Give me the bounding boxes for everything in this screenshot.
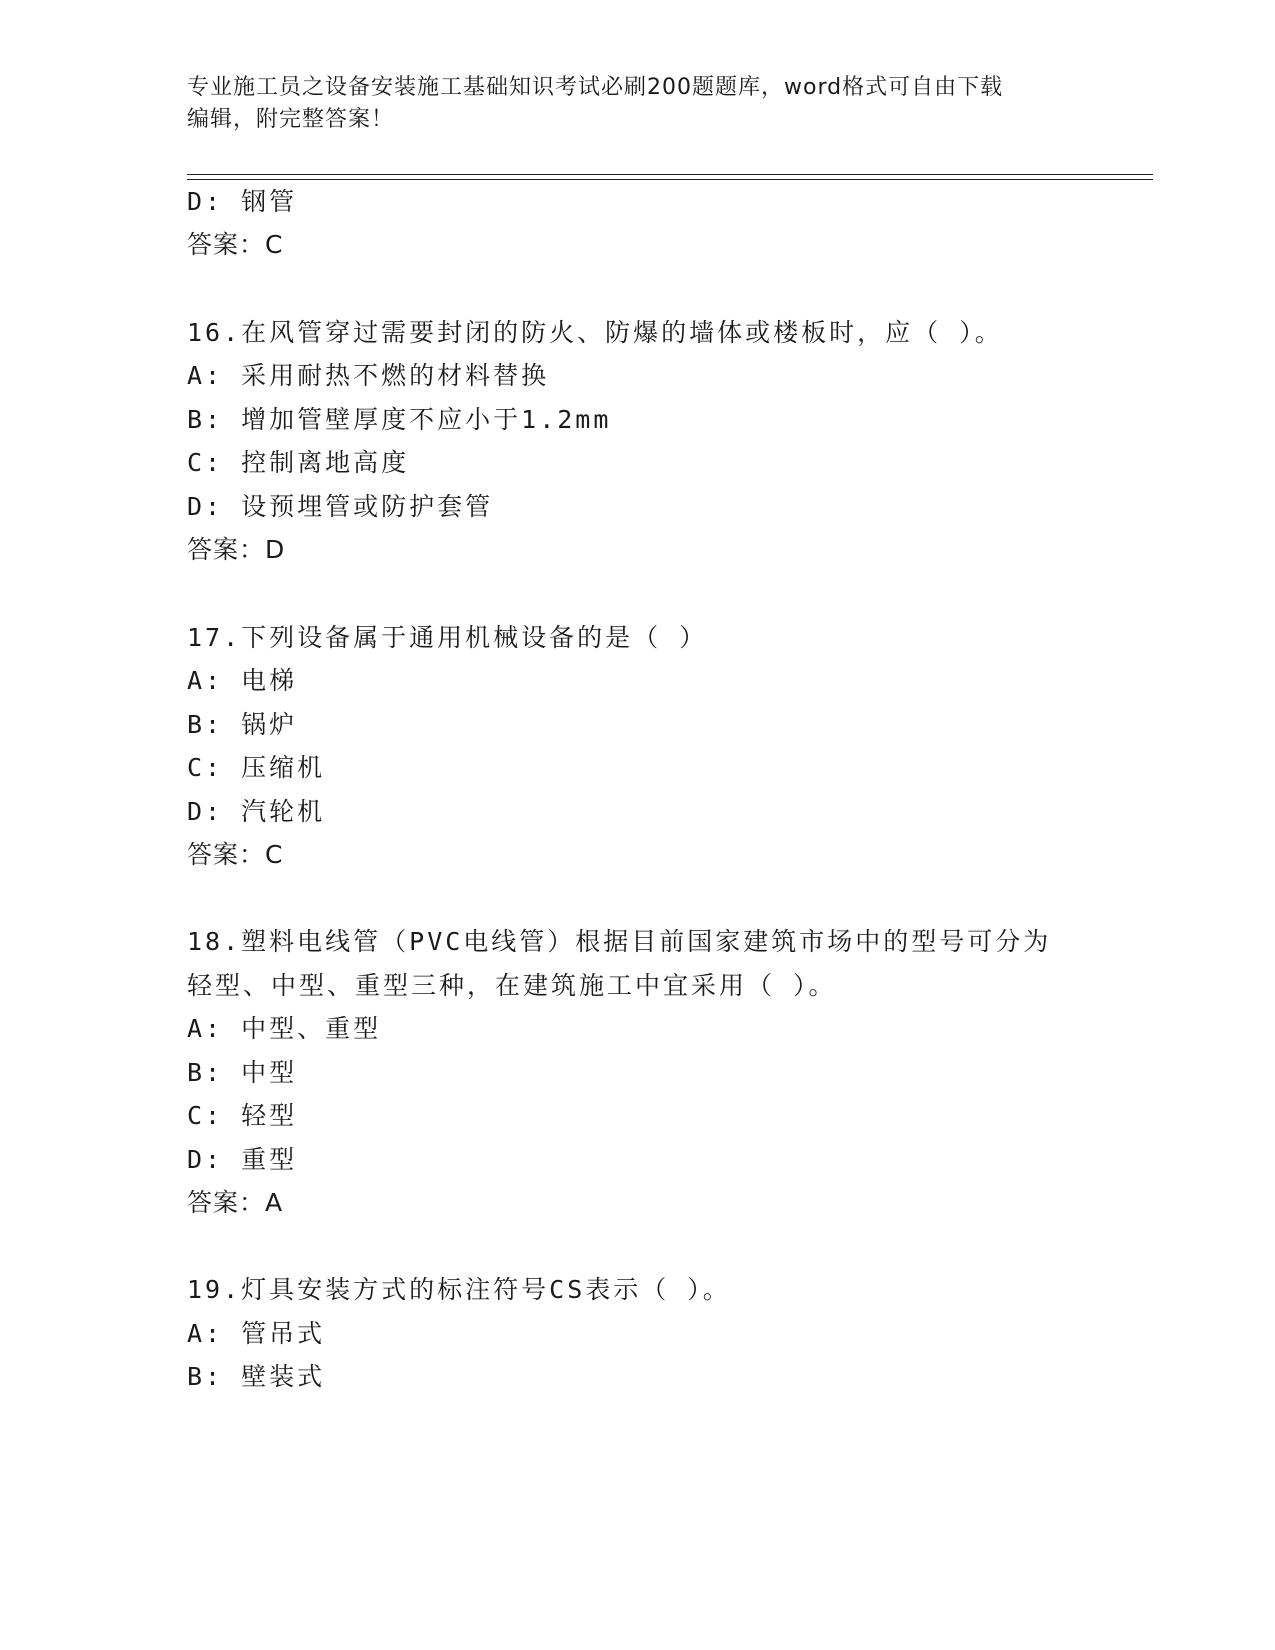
question-17-option-a: A: 电梯 — [187, 666, 298, 695]
question-19-option-a: A: 管吊式 — [187, 1319, 326, 1348]
question-17-option-b: B: 锅炉 — [187, 710, 298, 739]
question-16-option-d: D: 设预埋管或防护套管 — [187, 492, 494, 521]
question-18-option-a: A: 中型、重型 — [187, 1014, 382, 1043]
question-18-stem-line-1: 18.塑料电线管（PVC电线管）根据目前国家建筑市场中的型号可分为 — [187, 927, 1052, 956]
carryover-answer: 答案：C — [187, 230, 284, 259]
header-divider-second — [187, 179, 1153, 180]
carryover-option-d: D: 钢管 — [187, 187, 298, 216]
question-18-option-b: B: 中型 — [187, 1058, 298, 1087]
question-18-option-c: C: 轻型 — [187, 1101, 298, 1130]
question-16-stem: 16.在风管穿过需要封闭的防火、防爆的墙体或楼板时，应（ ）。 — [187, 318, 1003, 347]
page-header — [187, 72, 1067, 136]
question-16-answer: 答案：D — [187, 535, 286, 564]
question-19-option-b: B: 壁装式 — [187, 1362, 326, 1391]
header-divider — [187, 174, 1153, 175]
question-18-option-d: D: 重型 — [187, 1145, 298, 1174]
question-19-stem: 19.灯具安装方式的标注符号CS表示（ ）。 — [187, 1275, 731, 1304]
question-18-answer: 答案：A — [187, 1188, 284, 1217]
question-16-option-c: C: 控制离地高度 — [187, 448, 410, 477]
question-17-option-d: D: 汽轮机 — [187, 797, 326, 826]
question-17-stem: 17.下列设备属于通用机械设备的是（ ） — [187, 623, 708, 652]
question-16-option-a: A: 采用耐热不燃的材料替换 — [187, 361, 550, 390]
question-18-stem-line-2: 轻型、中型、重型三种，在建筑施工中宜采用（ ）。 — [187, 971, 837, 1000]
question-17-answer: 答案：C — [187, 840, 284, 869]
question-17-option-c: C: 压缩机 — [187, 753, 326, 782]
header-title-line-1: 专业施工员之设备安装施工基础知识考试必刷200题题库，word格式可自由下载 — [187, 75, 1004, 100]
header-title-line-2: 编辑，附完整答案！ — [187, 107, 395, 132]
question-16-option-b: B: 增加管壁厚度不应小于1.2mm — [187, 405, 612, 434]
